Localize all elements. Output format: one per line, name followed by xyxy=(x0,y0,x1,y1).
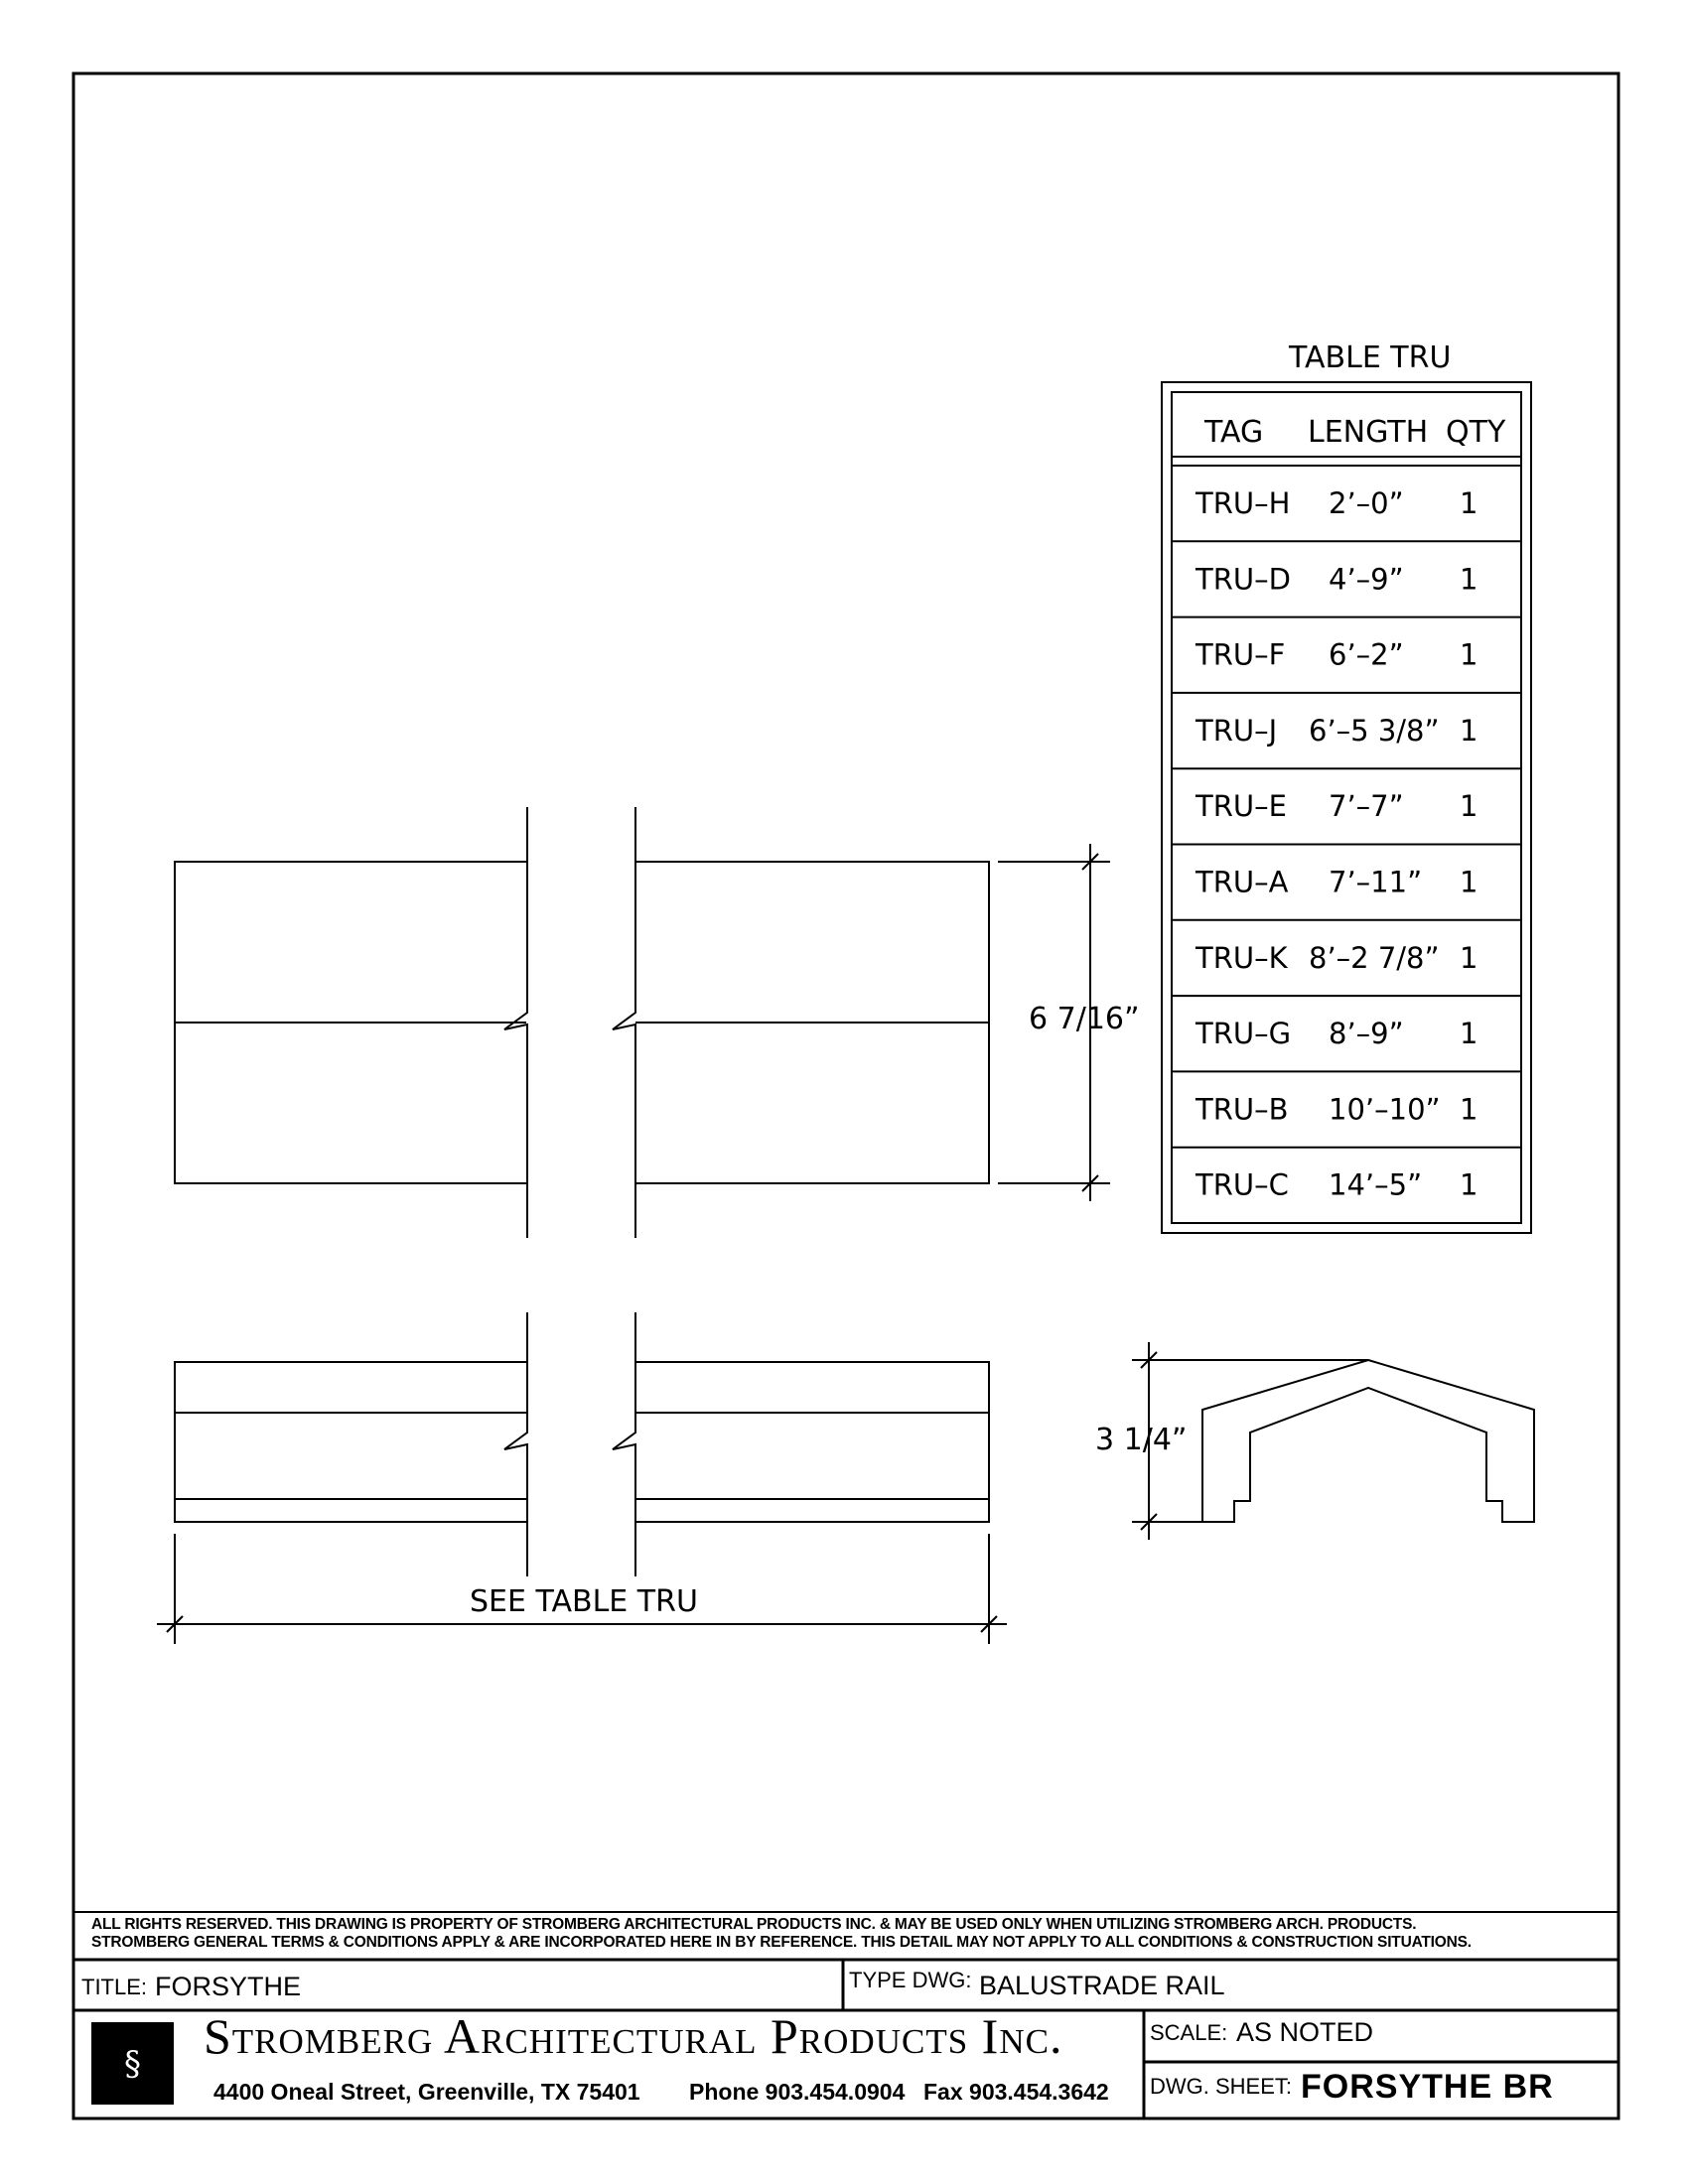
table-cell-qty: 1 xyxy=(1460,1167,1478,1202)
table-cell-length: 10’–10” xyxy=(1329,1092,1441,1127)
elev-left-outline xyxy=(175,1362,527,1522)
profile-outline xyxy=(1202,1360,1534,1522)
elev-break-left xyxy=(504,1312,527,1576)
table-rows xyxy=(1172,486,1521,1202)
length-table xyxy=(1162,382,1531,1233)
table-cell-qty: 1 xyxy=(1460,1017,1478,1051)
table-cell-qty: 1 xyxy=(1460,713,1478,748)
table-cell-tag: TRU–F xyxy=(1196,637,1286,672)
length-note: SEE TABLE TRU xyxy=(470,1584,698,1619)
table-cell-qty: 1 xyxy=(1460,1092,1478,1127)
table-cell-qty: 1 xyxy=(1460,486,1478,520)
table-header-length: LENGTH xyxy=(1308,415,1429,450)
table-cell-tag: TRU–C xyxy=(1196,1167,1289,1202)
table-cell-length: 2’–0” xyxy=(1329,486,1404,520)
logo-mark-icon: § xyxy=(124,2043,141,2084)
table-cell-tag: TRU–J xyxy=(1196,713,1278,748)
title-value: FORSYTHE xyxy=(155,1972,302,2001)
table-cell-length: 8’–2 7/8” xyxy=(1309,940,1440,975)
table-cell-length: 14’–5” xyxy=(1329,1167,1423,1202)
plan-view xyxy=(175,807,1110,1238)
table-cell-qty: 1 xyxy=(1460,865,1478,899)
type-dwg-label: TYPE DWG: xyxy=(849,1968,972,1992)
title-label: TITLE: xyxy=(81,1975,148,1999)
table-cell-length: 7’–7” xyxy=(1329,789,1404,824)
table-cell-qty: 1 xyxy=(1460,940,1478,975)
company-logo xyxy=(91,2022,174,2105)
rights-notice-line-2: STROMBERG GENERAL TERMS & CONDITIONS APPLY & ARE INCORPORATED HERE IN BY REFERENCE. THIS DETAIL MAY NOT APPLY TO ALL CONDITIONS & CONSTRUCTION SITUATIONS. xyxy=(91,1934,1472,1951)
dwg-sheet-label: DWG. SHEET: xyxy=(1150,2074,1293,2099)
elev-right-outline xyxy=(635,1362,989,1522)
table-cell-qty: 1 xyxy=(1460,789,1478,824)
table-cell-length: 6’–5 3/8” xyxy=(1309,713,1440,748)
plan-break-right xyxy=(613,807,635,1238)
table-title: TABLE TRU xyxy=(1289,341,1452,375)
scale-label: SCALE: xyxy=(1150,2020,1228,2045)
company-name: Stromberg Architectural Products Inc. xyxy=(204,2008,1063,2064)
table-header-tag: TAG xyxy=(1204,415,1264,450)
dwg-sheet-value: FORSYTHE BR xyxy=(1301,2068,1554,2106)
table-cell-tag: TRU–E xyxy=(1196,789,1287,824)
table-header-qty: QTY xyxy=(1446,415,1506,450)
table-cell-length: 6’–2” xyxy=(1329,637,1404,672)
profile-height-dimension: 3 1/4” xyxy=(1095,1423,1188,1457)
table-cell-qty: 1 xyxy=(1460,637,1478,672)
table-cell-qty: 1 xyxy=(1460,562,1478,597)
table-cell-tag: TRU–B xyxy=(1196,1092,1289,1127)
rights-notice-line-1: ALL RIGHTS RESERVED. THIS DRAWING IS PROPERTY OF STROMBERG ARCHITECTURAL PRODUCTS INC. & MAY BE USED ONLY WHEN UTILIZING STROMBERG ARCH. PRODUCTS. xyxy=(91,1916,1417,1933)
table-cell-tag: TRU–G xyxy=(1196,1017,1292,1051)
plan-width-dimension: 6 7/16” xyxy=(1029,1002,1140,1036)
company-address: 4400 Oneal Street, Greenville, TX 75401 xyxy=(213,2079,640,2105)
type-dwg-value: BALUSTRADE RAIL xyxy=(979,1971,1225,2000)
rail-profile xyxy=(1132,1342,1534,1540)
table-cell-length: 7’–11” xyxy=(1329,865,1423,899)
table-cell-tag: TRU–A xyxy=(1196,865,1289,899)
scale-value: AS NOTED xyxy=(1236,2017,1374,2047)
elev-break-right xyxy=(613,1312,635,1576)
rights-notice xyxy=(91,1916,1611,1952)
company-fax: Fax 903.454.3642 xyxy=(923,2079,1109,2105)
table-cell-length: 4’–9” xyxy=(1329,562,1404,597)
company-phone: Phone 903.454.0904 xyxy=(689,2079,906,2105)
table-cell-tag: TRU–D xyxy=(1196,562,1291,597)
table-cell-tag: TRU–H xyxy=(1196,486,1291,520)
table-cell-tag: TRU–K xyxy=(1196,940,1288,975)
table-cell-length: 8’–9” xyxy=(1329,1017,1404,1051)
